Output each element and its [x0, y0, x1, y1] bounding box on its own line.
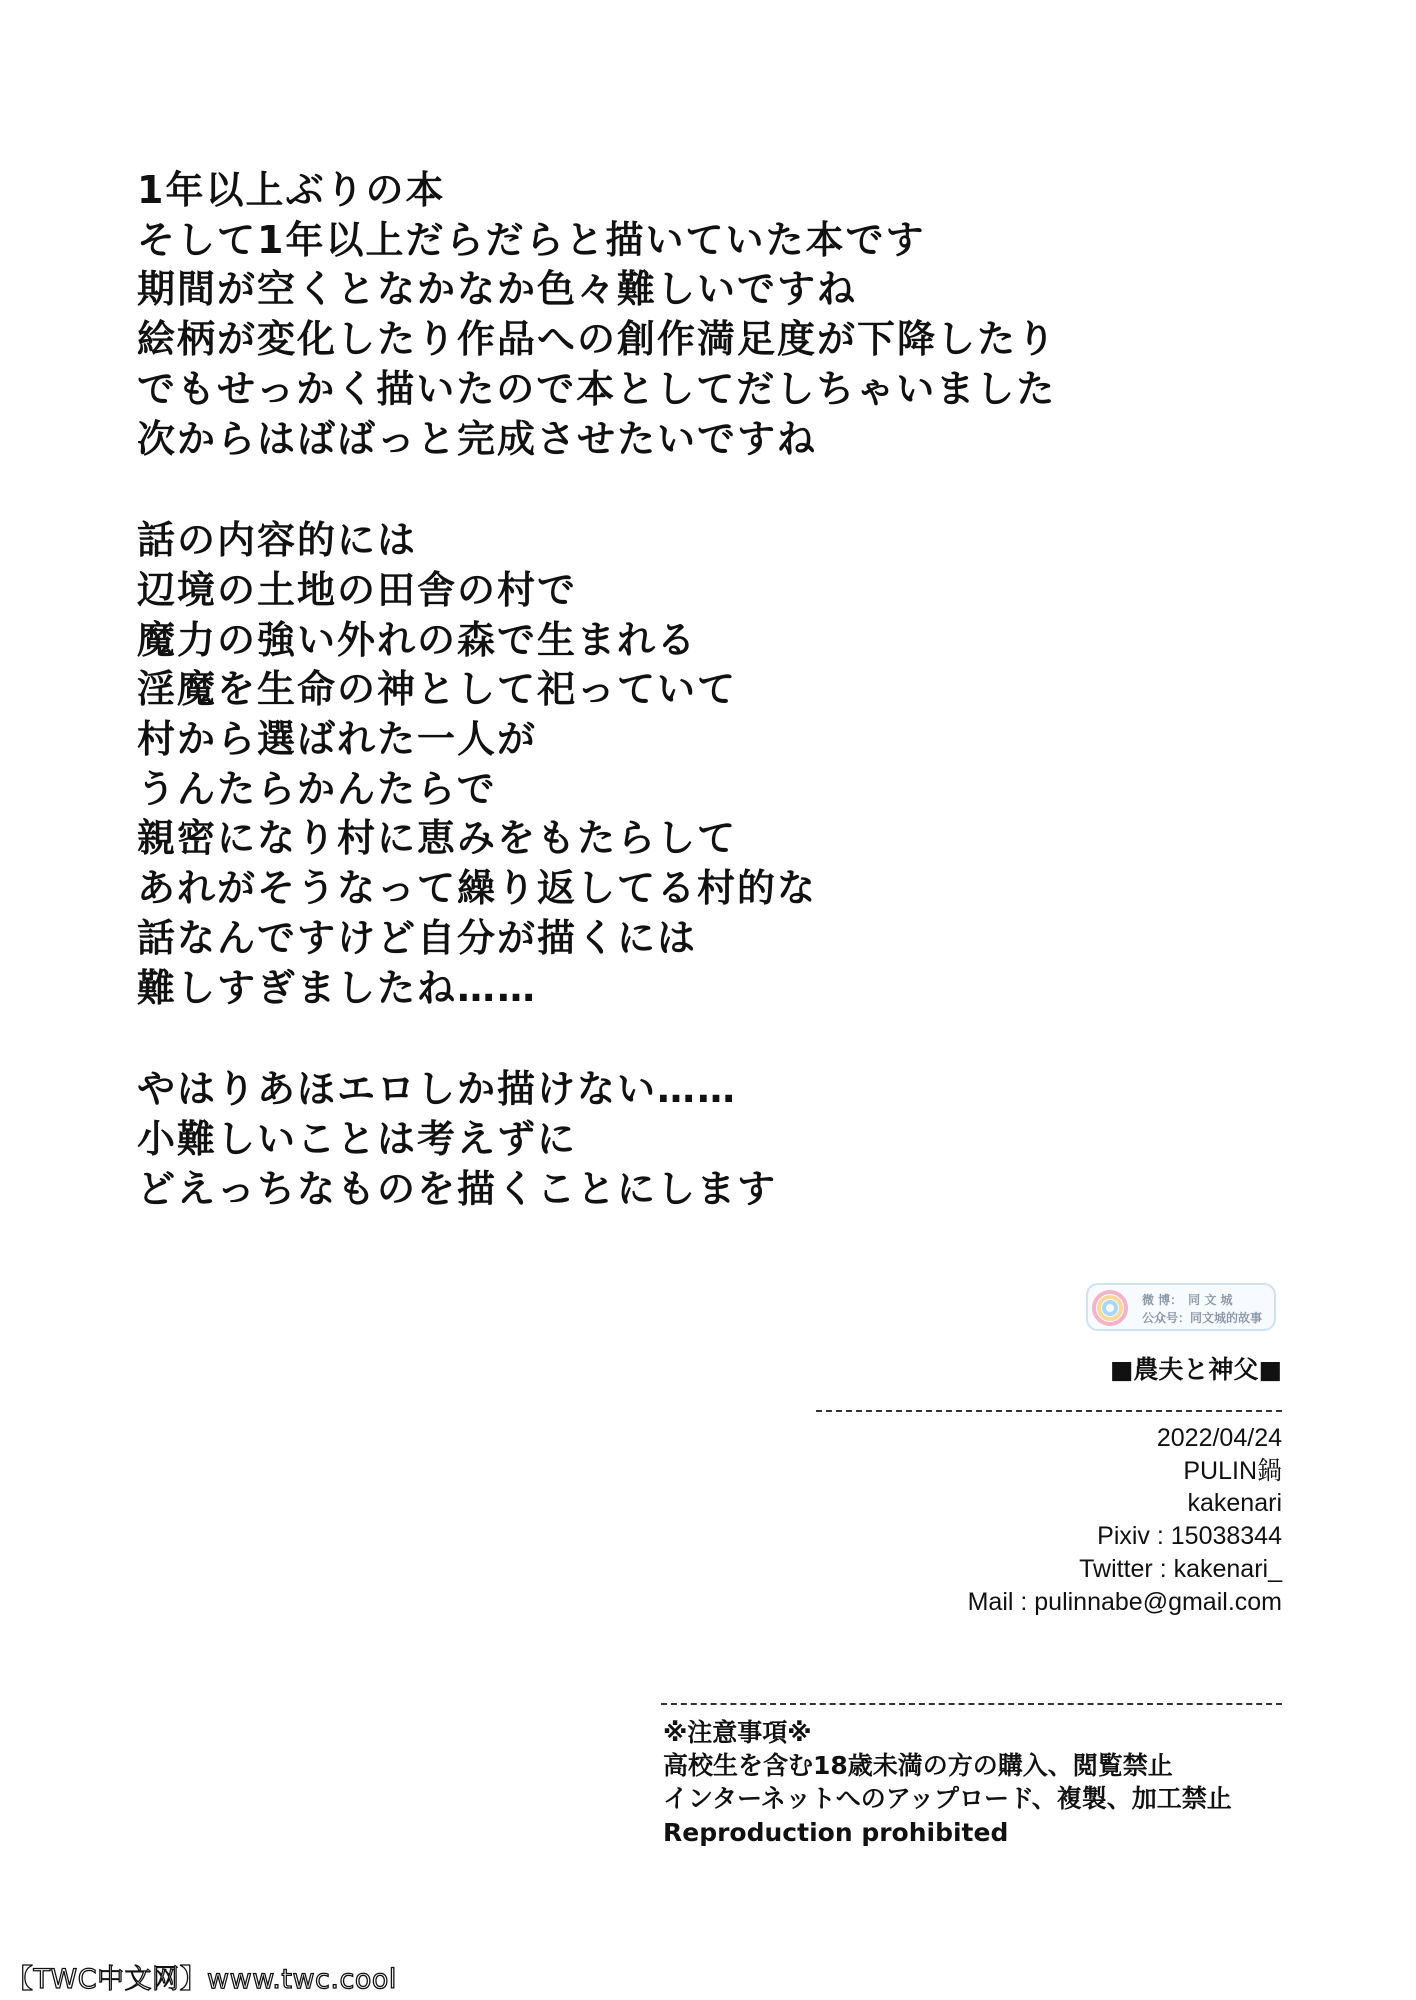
colophon-twitter: Twitter : kakenari_ — [1079, 1554, 1282, 1583]
afterword-line: 話なんですけど自分が描くには — [137, 915, 698, 960]
afterword-line: どえっちなものを描くことにします — [137, 1166, 778, 1211]
afterword-line: 魔力の強い外れの森で生まれる — [137, 617, 698, 662]
notice-line: インターネットへのアップロード、複製、加工禁止 — [663, 1784, 1232, 1814]
afterword-text — [137, 166, 1137, 1266]
footer-watermark: 【TWC中文网】www.twc.cool — [6, 1964, 397, 1995]
afterword-line: 話の内容的には — [137, 518, 418, 563]
afterword-line: 村から選ばれた一人が — [137, 717, 538, 762]
afterword-line: 小難しいことは考えずに — [137, 1116, 578, 1161]
afterword-line: 1年以上ぶりの本 — [137, 168, 446, 212]
afterword-line: 淫魔を生命の神として祀っていて — [137, 667, 738, 712]
afterword-paragraph-2 — [137, 516, 1137, 1013]
afterword-line: 次からはばばっと完成させたいですね — [137, 416, 818, 461]
colophon-date: 2022/04/24 — [1156, 1424, 1282, 1452]
afterword-line: そして1年以上だらだらと描いていた本です — [137, 217, 926, 262]
afterword-paragraph-1 — [137, 166, 1137, 464]
afterword-line: 難しすぎましたね…… — [137, 965, 538, 1010]
dashed-divider — [661, 1703, 1282, 1705]
afterword-line: 期間が空くとなかなか色々難しいですね — [137, 267, 858, 312]
colophon-circle: PULIN鍋 — [1183, 1456, 1282, 1485]
notice-line: Reproduction prohibited — [663, 1817, 1009, 1847]
watermark-logo — [1086, 1283, 1276, 1331]
afterword-line: 辺境の土地の田舎の村で — [137, 567, 578, 612]
afterword-line: 絵柄が変化したり作品への創作満足度が下降したり — [137, 317, 1058, 362]
dashed-divider — [816, 1410, 1282, 1412]
colophon-mail: Mail : pulinnabe@gmail.com — [967, 1587, 1282, 1616]
colophon-pixiv: Pixiv : 15038344 — [1097, 1522, 1282, 1551]
rainbow-logo-icon-core — [1102, 1300, 1118, 1316]
colophon — [968, 1422, 1282, 1618]
notice-line: 高校生を含む18歳未満の方の購入、閲覧禁止 — [663, 1751, 1173, 1781]
afterword-line: やはりあほエロしか描けない…… — [137, 1067, 738, 1112]
notice-block — [663, 1716, 1232, 1849]
watermark-weibo: 微 博： 同 文 城 — [1142, 1293, 1233, 1307]
afterword-paragraph-3 — [137, 1065, 1137, 1214]
afterword-line: うんたらかんたらで — [137, 766, 497, 811]
notice-heading: ※注意事項※ — [663, 1718, 812, 1747]
colophon-author: kakenari — [1187, 1489, 1282, 1518]
afterword-line: あれがそうなって繰り返してる村的な — [137, 866, 818, 911]
watermark-wechat: 公众号：同文城的故事 — [1142, 1311, 1263, 1325]
afterword-line: 親密になり村に恵みをもたらして — [137, 816, 738, 861]
afterword-line: でもせっかく描いたので本としてだしちゃいました — [137, 366, 1057, 411]
colophon-title: ■農夫と神父■ — [1109, 1355, 1282, 1384]
